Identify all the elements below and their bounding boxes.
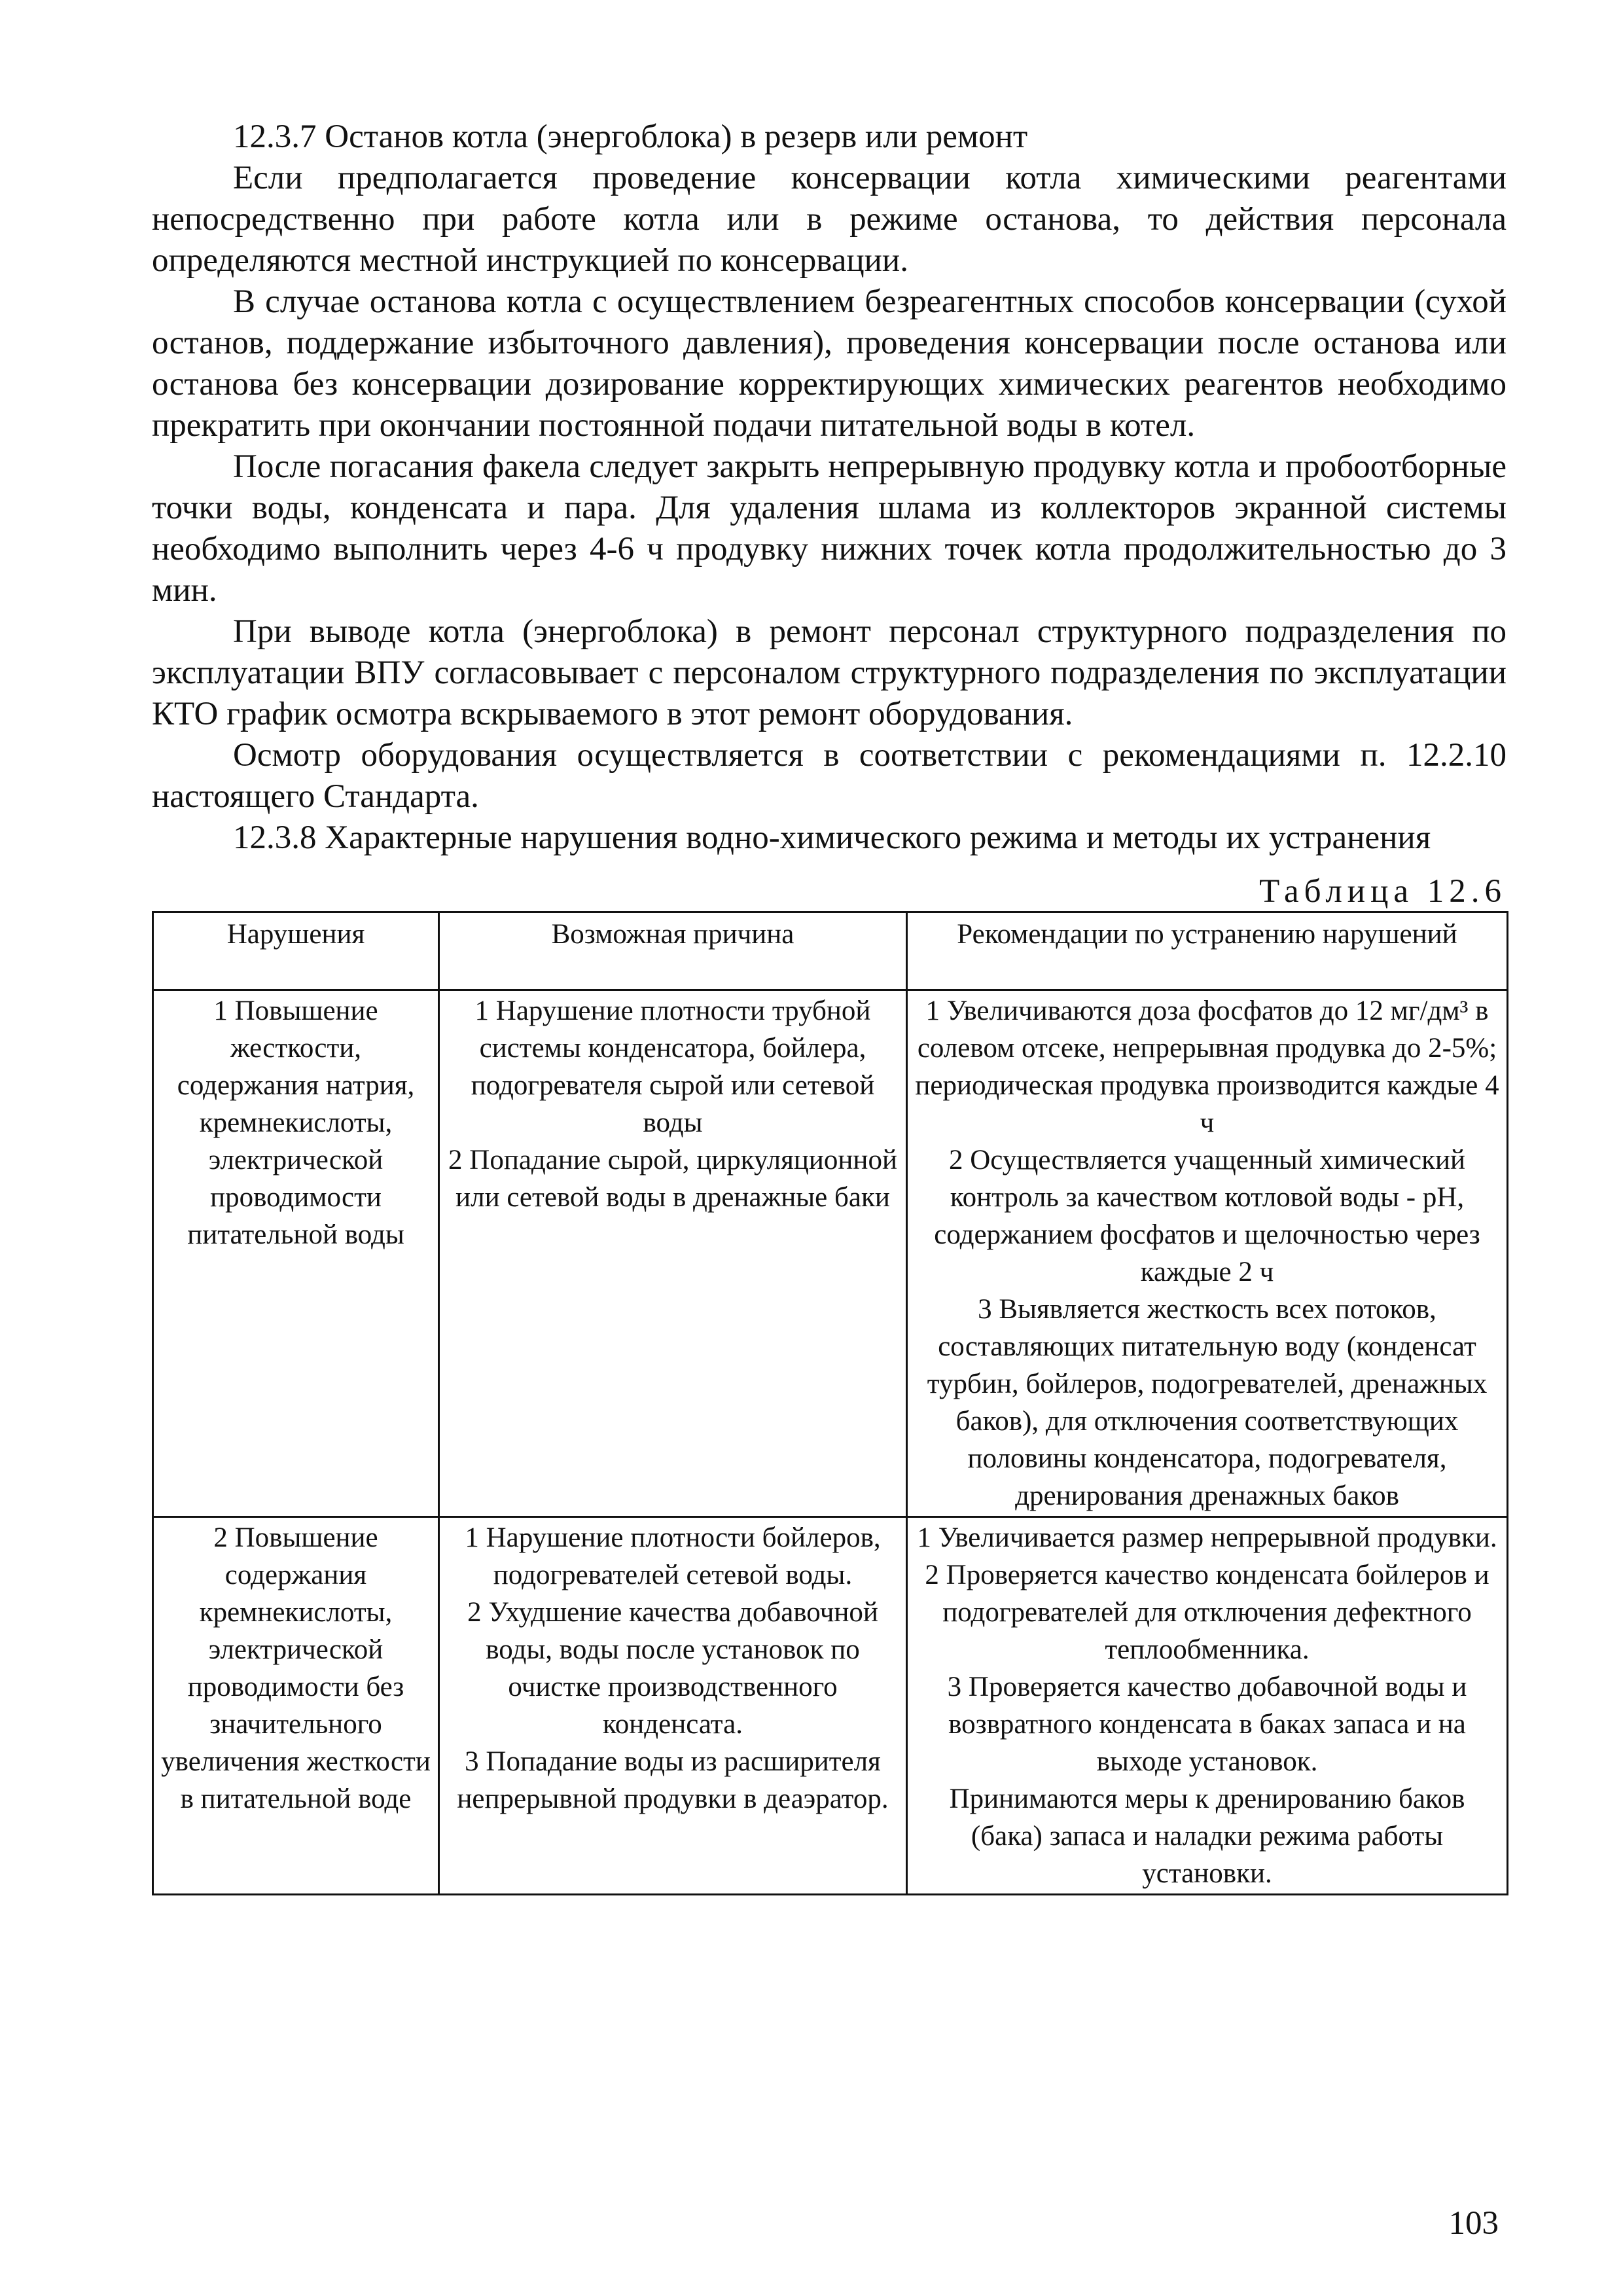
column-header-recommendations: Рекомендации по устранению нарушений [907, 912, 1508, 990]
violation-cell: 2 Повышение содержания кремнекислоты, электрической проводимости без значительного увеличения жесткости в питательной воде [153, 1517, 439, 1895]
violation-cell: 1 Повышение жесткости, содержания натрия, кремнекислоты, электрической проводимости питательной воды [153, 990, 439, 1517]
cause-cell [439, 990, 907, 1517]
table-row [153, 990, 1508, 1517]
cause-cell [439, 1517, 907, 1895]
recommendation-item: 1 Увеличиваются доза фосфатов до 12 мг/дм³ в солевом отсеке, непрерывная продувка до 2-5%; периодическая продувка производится каждые 4 ч [915, 996, 1499, 1138]
recommendation-item: 3 Проверяется качество добавочной воды и возвратного конденсата в баках запаса и на выходе установок. [947, 1672, 1467, 1777]
page-number: 103 [1448, 2205, 1499, 2242]
recommendation-cell [907, 1517, 1508, 1895]
recommendation-item: 2 Осуществляется учащенный химический контроль за качеством котловой воды - pH, содержанием фосфатов и щелочностью через каждые 2 ч [934, 1145, 1480, 1287]
recommendation-cell [907, 990, 1508, 1517]
table-row [153, 1517, 1508, 1895]
paragraph-repair: При выводе котла (энергоблока) в ремонт персонал структурного подразделения по эксплуатации ВПУ согласовывает с персоналом структурного подразделения по эксплуатации КТО график осмотра вскрываемого в этот ремонт оборудования. [152, 613, 1507, 732]
violations-table [152, 911, 1508, 1895]
cause-item: 2 Ухудшение качества добавочной воды, воды после установок по очистке производственного конденсата. [467, 1597, 878, 1740]
cause-item: 3 Попадание воды из расширителя непрерывной продувки в деаэратор. [457, 1746, 889, 1814]
paragraph-conservation: Если предполагается проведение консервации котла химическими реагентами непосредственно при работе котла или в режиме останова, то действия персонала определяются местной инструкцией по консервации. [152, 160, 1507, 279]
recommendation-item: 3 Выявляется жесткость всех потоков, составляющих питательную воду (конденсат турбин, бойлеров, подогревателей, дренажных баков), для отключения соответствующих половины конденсатора, подогревателя, дренирования дренажных баков [927, 1294, 1488, 1511]
paragraph-reagent-free: В случае останова котла с осуществлением безреагентных способов консервации (сухой останов, поддержание избыточного давления), проведения консервации после останова или останова без консервации дозирование корректирующих химических реагентов необходимо прекратить при окончании постоянной подачи питательной воды в котел. [152, 283, 1507, 444]
table-header-row [153, 912, 1508, 990]
document-page [152, 117, 1507, 1895]
recommendation-item: 2 Проверяется качество конденсата бойлеров и подогревателей для отключения дефектного теплообменника. [925, 1560, 1489, 1665]
recommendation-item: 1 Увеличивается размер непрерывной продувки. [917, 1522, 1497, 1553]
cause-item: 1 Нарушение плотности трубной системы конденсатора, бойлера, подогревателя сырой или сетевой воды [471, 996, 875, 1138]
paragraph-after-flame: После погасания факела следует закрыть непрерывную продувку котла и пробоотборные точки воды, конденсата и пара. Для удаления шлама из коллекторов экранной системы необходимо выполнить через 4-6 ч продувку нижних точек котла продолжительностью до 3 мин. [152, 448, 1507, 609]
paragraph-inspection: Осмотр оборудования осуществляется в соответствии с рекомендациями п. 12.2.10 настоящего Стандарта. [152, 737, 1507, 815]
recommendation-item: Принимаются меры к дренированию баков (бака) запаса и наладки режима работы установки. [949, 1784, 1465, 1889]
cause-item: 2 Попадание сырой, циркуляционной или сетевой воды в дренажные баки [448, 1145, 897, 1213]
section-heading-12-3-7: 12.3.7 Останов котла (энергоблока) в резерв или ремонт [233, 118, 1028, 155]
table-caption: Таблица 12.6 [1259, 873, 1507, 910]
cause-item: 1 Нарушение плотности бойлеров, подогревателей сетевой воды. [465, 1522, 881, 1590]
column-header-cause: Возможная причина [439, 912, 907, 990]
column-header-violations: Нарушения [153, 912, 439, 990]
section-heading-12-3-8: 12.3.8 Характерные нарушения водно-химического режима и методы их устранения [233, 819, 1431, 856]
